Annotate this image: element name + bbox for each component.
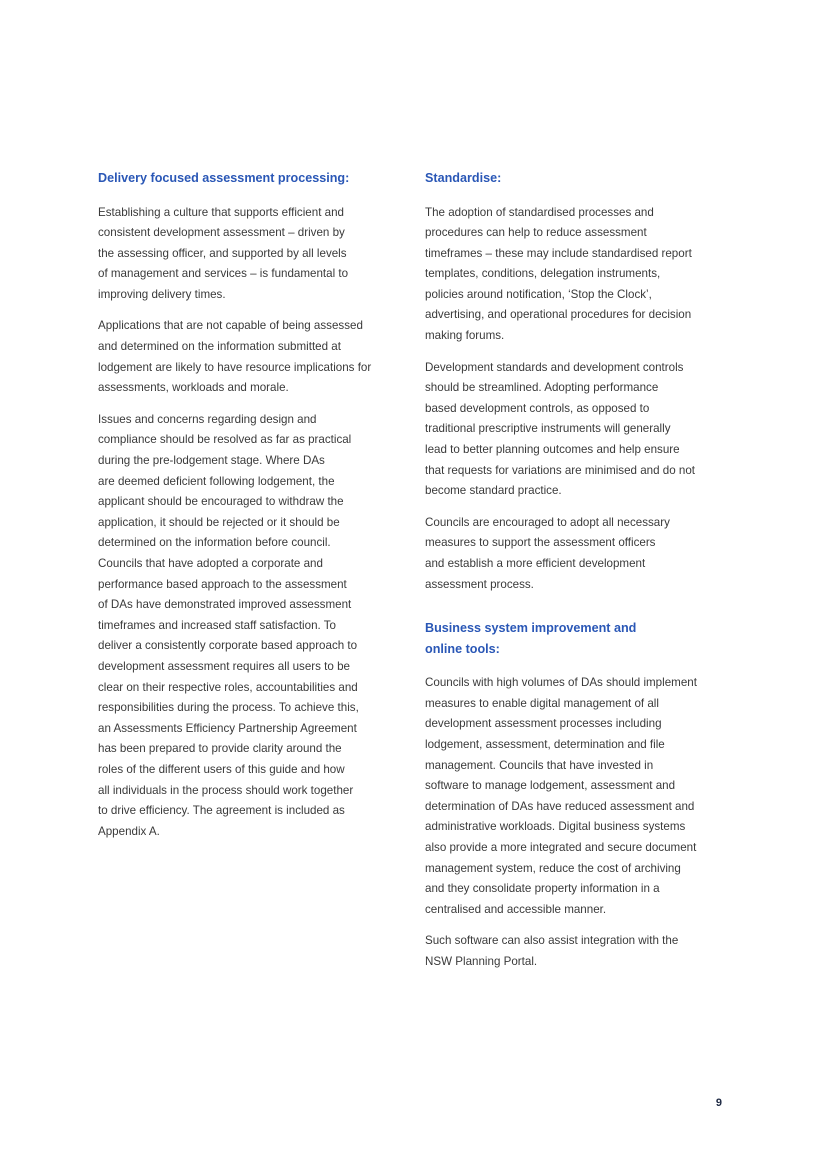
text-line: during the pre-lodgement stage. Where DAs bbox=[98, 454, 325, 468]
text-line: should be streamlined. Adopting performance bbox=[425, 381, 659, 395]
text-line: also provide a more integrated and secure document bbox=[425, 840, 697, 854]
text-line: of management and services – is fundamental to bbox=[98, 267, 349, 281]
text-line: roles of the different users of this guide and how bbox=[98, 762, 345, 776]
text-line: timeframes and increased staff satisfaction. To bbox=[98, 618, 337, 632]
heading-line: Business system improvement and bbox=[425, 621, 637, 636]
text-line: become standard practice. bbox=[425, 484, 562, 498]
paragraph bbox=[425, 931, 725, 972]
left-column bbox=[98, 168, 398, 853]
text-line: of DAs have demonstrated improved assessment bbox=[98, 598, 352, 612]
text-line: all individuals in the process should work together bbox=[98, 783, 354, 797]
text-line: NSW Planning Portal. bbox=[425, 954, 538, 968]
text-line: assessment process. bbox=[425, 577, 534, 591]
text-line: and determined on the information submitted at bbox=[98, 340, 341, 354]
text-line: applicant should be encouraged to withdraw the bbox=[98, 495, 344, 509]
text-line: development assessment processes including bbox=[425, 717, 662, 731]
text-line: Councils are encouraged to adopt all necessary bbox=[425, 515, 670, 529]
text-line: templates, conditions, delegation instruments, bbox=[425, 267, 661, 281]
text-line: clear on their respective roles, accountabilities and bbox=[98, 680, 358, 694]
text-line: has been prepared to provide clarity around the bbox=[98, 742, 342, 756]
text-line: Such software can also assist integration with the bbox=[425, 934, 679, 948]
paragraph bbox=[98, 410, 398, 842]
text-line: deliver a consistently corporate based approach to bbox=[98, 639, 358, 653]
paragraph bbox=[425, 673, 725, 920]
paragraph bbox=[425, 203, 725, 347]
text-line: timeframes – these may include standardised report bbox=[425, 246, 692, 260]
right-column bbox=[425, 168, 725, 984]
section-heading-standardise: Standardise: bbox=[425, 171, 502, 185]
text-line: Issues and concerns regarding design and bbox=[98, 412, 317, 426]
text-line: development assessment requires all users to be bbox=[98, 659, 350, 673]
heading-line: online tools: bbox=[425, 641, 500, 656]
page-number: 9 bbox=[715, 1097, 722, 1109]
paragraph bbox=[425, 358, 725, 502]
text-line: that requests for variations are minimised and do not bbox=[425, 463, 696, 477]
text-line: and they consolidate property information in a bbox=[425, 882, 660, 896]
text-line: performance based approach to the assessment bbox=[98, 577, 347, 591]
text-line: an Assessments Efficiency Partnership Agreement bbox=[98, 721, 357, 735]
section-heading-business-system bbox=[425, 618, 725, 659]
text-line: The adoption of standardised processes and bbox=[425, 205, 654, 219]
text-line: management system, reduce the cost of archiving bbox=[425, 861, 681, 875]
text-line: to drive efficiency. The agreement is included as bbox=[98, 804, 345, 818]
text-line: procedures can help to reduce assessment bbox=[425, 226, 647, 240]
text-line: lodgement, assessment, determination and file bbox=[425, 737, 665, 751]
text-line: application, it should be rejected or it should be bbox=[98, 515, 340, 529]
text-line: and establish a more efficient development bbox=[425, 557, 646, 570]
text-line: compliance should be resolved as far as practical bbox=[98, 433, 352, 447]
text-line: software to manage lodgement, assessment and bbox=[425, 779, 676, 793]
text-line: determined on the information before council. bbox=[98, 536, 331, 550]
text-line: Councils with high volumes of DAs should implement bbox=[425, 676, 697, 690]
text-line: responsibilities during the process. To achieve this, bbox=[98, 701, 359, 715]
text-line: based development controls, as opposed to bbox=[425, 401, 650, 415]
paragraph bbox=[425, 513, 725, 595]
text-line: lead to better planning outcomes and help ensure bbox=[425, 443, 680, 457]
text-line: improving delivery times. bbox=[98, 287, 226, 301]
text-line: determination of DAs have reduced assessment and bbox=[425, 799, 695, 813]
text-line: Establishing a culture that supports efficient and bbox=[98, 205, 344, 219]
text-line: measures to support the assessment officers bbox=[425, 536, 656, 550]
paragraph bbox=[98, 203, 398, 306]
text-line: are deemed deficient following lodgement, the bbox=[98, 474, 335, 488]
text-line: administrative workloads. Digital business systems bbox=[425, 820, 686, 834]
text-line: traditional prescriptive instruments will generally bbox=[425, 422, 671, 436]
text-line: assessments, workloads and morale. bbox=[98, 381, 289, 395]
text-line: advertising, and operational procedures for decision bbox=[425, 308, 692, 322]
text-line: lodgement are likely to have resource implications for bbox=[98, 360, 372, 374]
text-line: Development standards and development controls bbox=[425, 360, 684, 374]
text-line: management. Councils that have invested in bbox=[425, 758, 654, 772]
text-line: making forums. bbox=[425, 329, 505, 343]
text-line: Councils that have adopted a corporate and bbox=[98, 557, 323, 570]
text-line: the assessing officer, and supported by all levels bbox=[98, 246, 347, 260]
section-heading-delivery: Delivery focused assessment processing: bbox=[98, 171, 350, 185]
text-line: measures to enable digital management of all bbox=[425, 696, 659, 710]
text-line: policies around notification, ‘Stop the Clock’, bbox=[425, 287, 652, 301]
paragraph bbox=[98, 316, 398, 398]
text-line: centralised and accessible manner. bbox=[425, 902, 607, 916]
text-line: consistent development assessment – driven by bbox=[98, 226, 345, 240]
text-line: Applications that are not capable of being assessed bbox=[98, 319, 363, 333]
text-line: Appendix A. bbox=[98, 824, 160, 838]
